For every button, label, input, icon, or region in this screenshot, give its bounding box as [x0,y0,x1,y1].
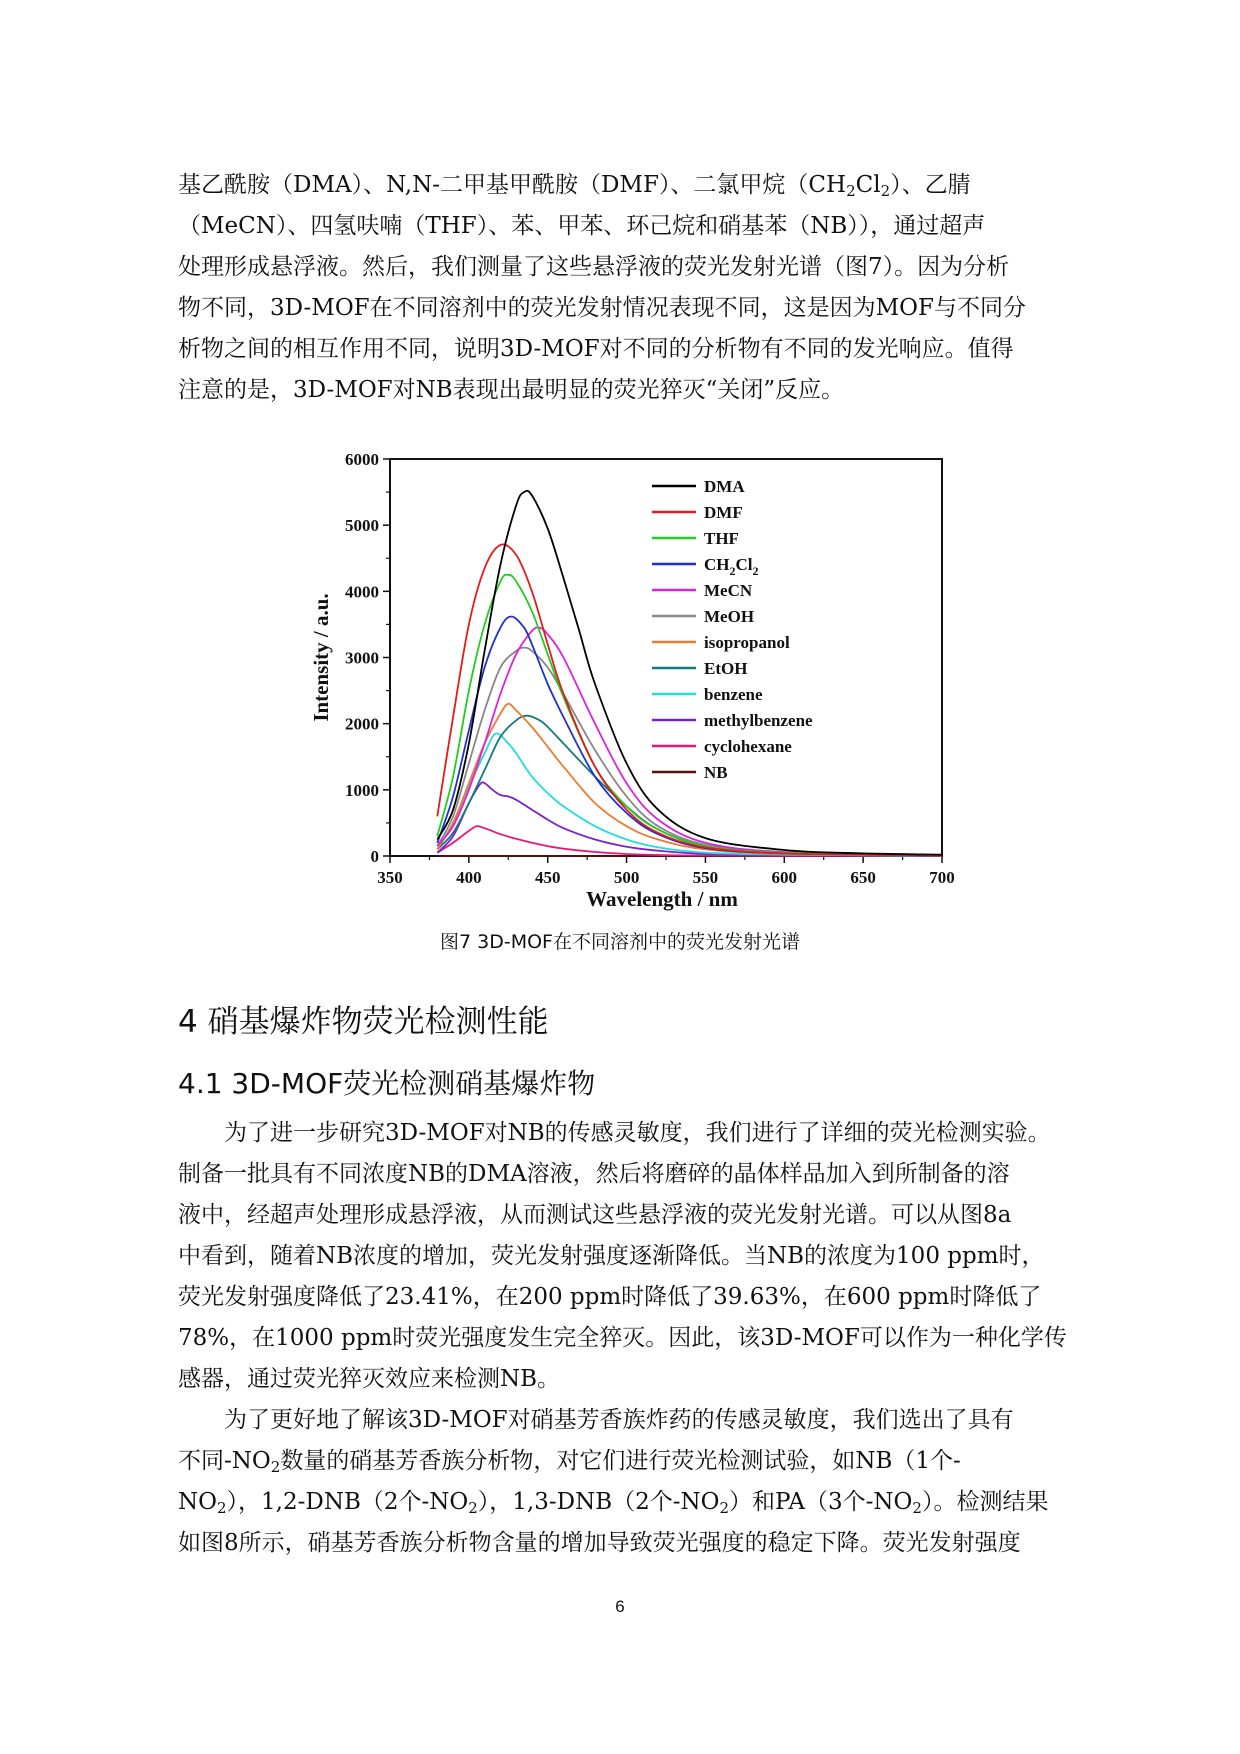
series-line-mecn [437,627,942,855]
legend-label: $CH_2Cl_2$ [704,555,759,578]
legend-label: EtOH [704,659,748,678]
x-tick-label: 500 [613,868,640,887]
text-line: 析物之间的相互作用不同，说明3D-MOF对不同的分析物有不同的发光响应。值得 [178,336,1014,362]
x-tick-label: 450 [534,868,561,887]
x-tick-label: 700 [929,868,955,887]
text-line: 为了更好地了解该3D-MOF对硝基芳香族炸药的传感灵敏度，我们选出了具有 [224,1407,1014,1433]
legend-label: THF [704,529,739,548]
legend-label: DMF [704,503,743,522]
text-line: 荧光发射强度降低了23.41%，在200 ppm时降低了39.63%，在600 ppm时降低了 [178,1284,1042,1310]
legend-label: isopropanol [704,633,790,652]
x-tick-label: 550 [692,868,719,887]
text-line: 为了进一步研究3D-MOF对NB的传感灵敏度，我们进行了详细的荧光检测实验。 [224,1120,1051,1146]
x-tick-label: 600 [771,868,798,887]
x-tick-label: 350 [377,868,403,887]
y-axis-label: Intensity / a.u. [309,593,333,722]
series-line-etoh [437,716,942,856]
y-tick-label: 2000 [345,714,379,734]
x-tick-label: 650 [850,868,876,887]
x-axis-label: Wavelength / nm [586,887,738,911]
page-number: 6 [615,1597,625,1616]
fluorescence-spectra-chart [309,444,955,924]
legend-label: MeOH [704,607,755,626]
text-line: 基乙酰胺（DMA）、N,N-二甲基甲酰胺（DMF）、二氯甲烷$(CH_2Cl_2)$、乙腈 [178,172,971,200]
text-line: 如图8所示，硝基芳香族分析物含量的增加导致荧光强度的稳定下降。荧光发射强度 [178,1530,1021,1556]
paragraph-nitroaromatics [178,1400,1086,1564]
text-line: 制备一批具有不同浓度NB的DMA溶液，然后将磨碎的晶体样品加入到所制备的溶 [178,1161,1010,1187]
text-line: 不同$-NO_2$数量的硝基芳香族分析物，对它们进行荧光检测试验，如NB（1个- [178,1448,961,1476]
legend-label: MeCN [704,581,753,600]
text-line: （MeCN）、四氢呋喃（THF）、苯、甲苯、环己烷和硝基苯（NB）），通过超声 [178,213,986,239]
text-line: 中看到，随着NB浓度的增加，荧光发射强度逐渐降低。当NB的浓度为100 ppm时， [178,1243,1045,1269]
subsection-heading: 4.1 3D-MOF荧光检测硝基爆炸物 [178,1067,596,1100]
text-line: 物不同，3D-MOF在不同溶剂中的荧光发射情况表现不同，这是因为MOF与不同分 [178,295,1027,321]
text-line: 液中，经超声处理形成悬浮液，从而测试这些悬浮液的荧光发射光谱。可以从图8a [178,1202,1012,1228]
text-line: 78%，在1000 ppm时荧光强度发生完全猝灭。因此，该3D-MOF可以作为一种化学传 [178,1325,1067,1351]
text-line: $NO_2$），1,2-DNB（2个$-NO_2$），1,3-DNB（2个$-NO_2$）和PA（3个$-NO_2$）。检测结果 [178,1489,1049,1517]
series-line-dma [437,491,942,855]
text-line: 感器，通过荧光猝灭效应来检测NB。 [178,1366,561,1392]
y-tick-label: 4000 [345,582,379,602]
text-line: 处理形成悬浮液。然后，我们测量了这些悬浮液的荧光发射光谱（图7）。因为分析 [178,254,1010,280]
y-tick-label: 0 [370,847,379,866]
figure-caption: 图7 3D-MOF在不同溶剂中的荧光发射光谱 [440,931,800,953]
y-tick-label: 6000 [345,450,379,469]
legend-label: benzene [704,685,763,704]
legend-label: NB [704,763,728,782]
y-tick-label: 1000 [345,780,379,800]
legend-label: DMA [704,477,745,496]
legend-label: cyclohexane [704,737,792,756]
y-tick-label: 5000 [345,516,379,536]
paragraph-nb-sensitivity [178,1113,1086,1400]
section-heading: 4 硝基爆炸物荧光检测性能 [178,1004,549,1040]
x-tick-label: 400 [456,868,482,887]
legend-label: methylbenzene [704,711,813,730]
text-line: 注意的是，3D-MOF对NB表现出最明显的荧光猝灭“关闭”反应。 [178,377,845,403]
paragraph-intro [178,165,1086,411]
series-line-meoh [437,648,942,856]
y-tick-label: 3000 [345,648,379,668]
